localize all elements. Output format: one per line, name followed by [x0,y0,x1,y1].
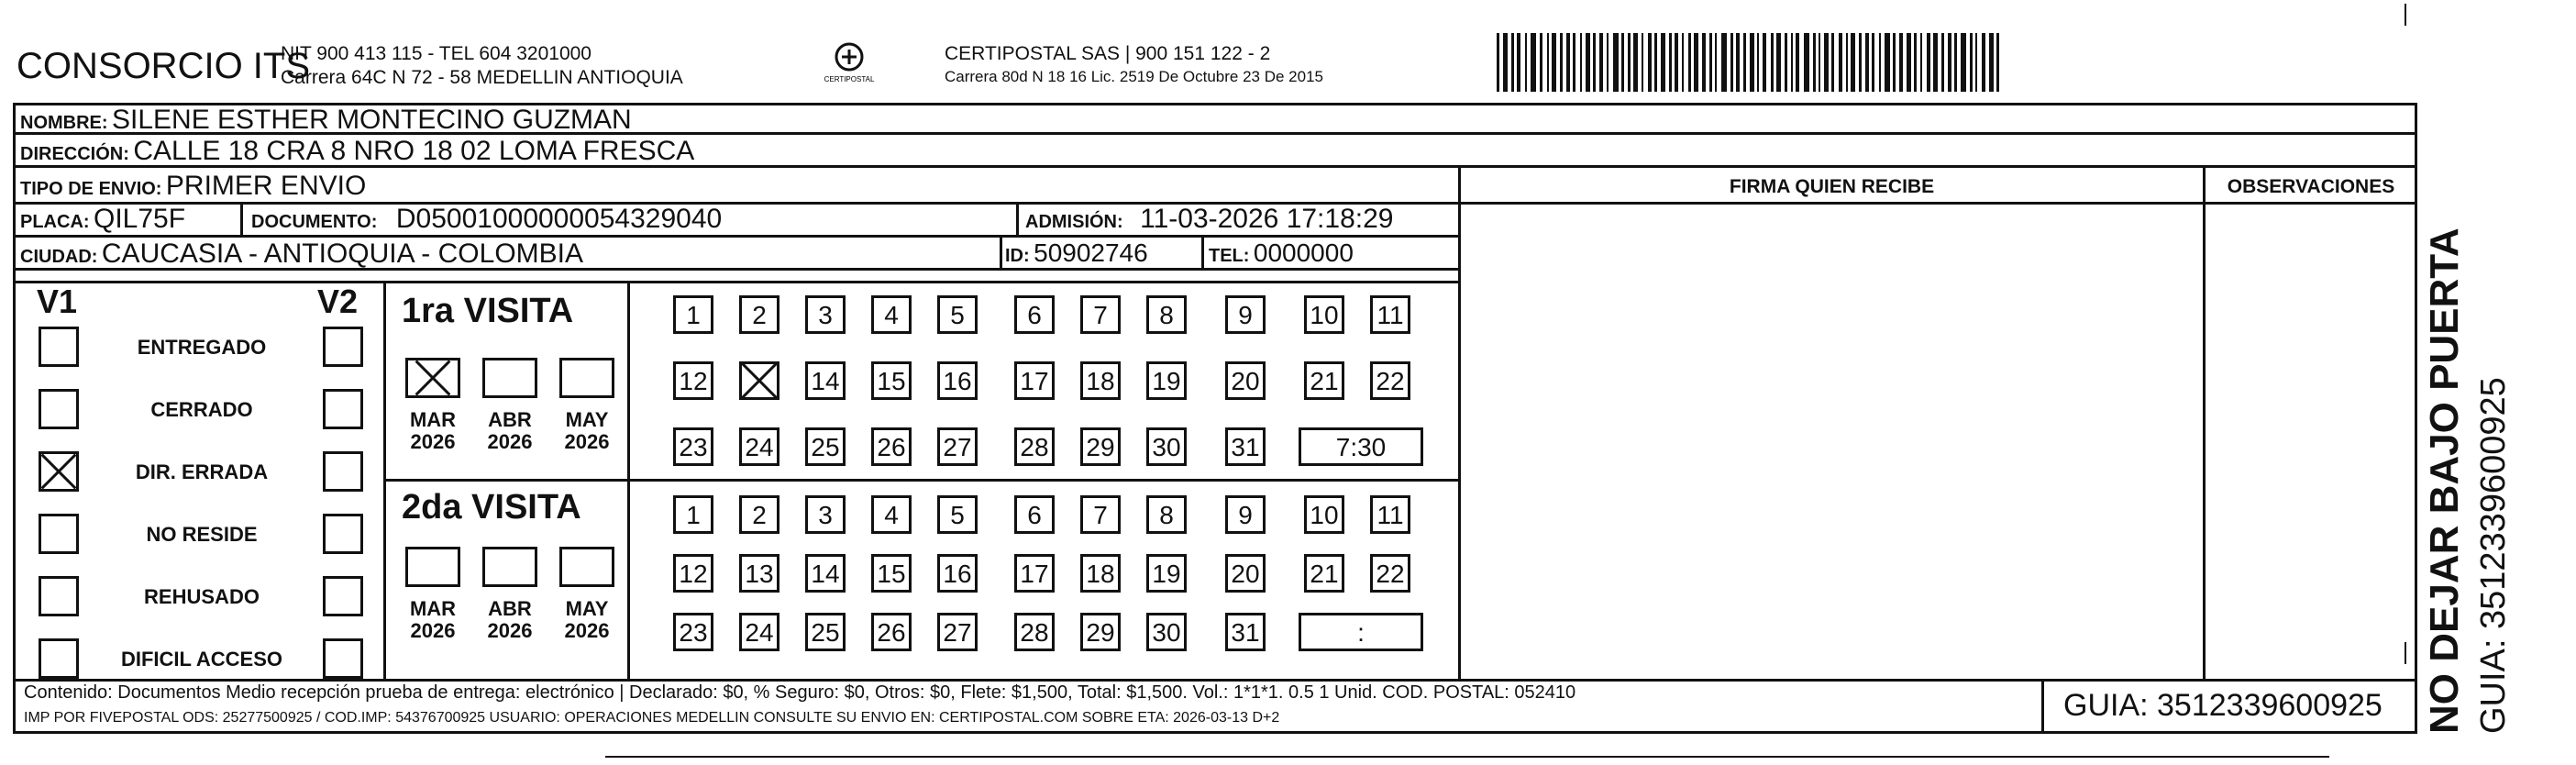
barcode-bar [1675,33,1678,92]
barcode-bar [1804,33,1809,92]
status-label: DIFICIL ACCESO [120,648,282,671]
barcode-bar [1642,33,1643,92]
v1-header: V1 [37,283,78,320]
barcode-bar [1961,33,1966,92]
id-value: 50902746 [1034,238,1148,267]
barcode-bar [1702,33,1706,92]
day-checkbox[interactable] [739,361,779,400]
logo-icon [816,39,882,92]
month-checkbox[interactable] [559,547,614,587]
barcode-bar [1654,33,1657,92]
barcode-bar [1996,33,1999,92]
day-checkbox[interactable]: 29 [1080,427,1121,466]
v1-checkbox[interactable] [39,514,79,554]
barcode-bar [1989,33,1994,92]
barcode-bar [1819,33,1820,92]
v1-checkbox[interactable] [39,576,79,616]
no-dejar-bajo-puerta: NO DEJAR BAJO PUERTA [2422,227,2467,734]
month-checkbox[interactable] [405,547,460,587]
barcode-bar [1831,33,1834,92]
admision-label: ADMISIÓN: [1025,212,1123,232]
day-checkbox[interactable]: 16 [937,361,978,400]
day-checkbox[interactable]: 6 [1014,495,1055,534]
barcode-bar [1851,33,1855,92]
day-checkbox[interactable]: 15 [871,554,912,593]
barcode-bar [1566,33,1570,92]
day-checkbox[interactable]: 19 [1146,361,1187,400]
v2-header: V2 [317,283,359,320]
barcode-bar [1497,33,1499,92]
day-checkbox[interactable]: 31 [1225,427,1266,466]
company-address: Carrera 64C N 72 - 58 MEDELLIN ANTIOQUIA [281,67,683,88]
day-checkbox[interactable]: 21 [1304,554,1344,593]
placa-value: QIL75F [94,204,186,234]
barcode-bar [1941,33,1944,92]
month-name: ABR [488,597,532,620]
barcode-bar [1970,33,1973,92]
day-checkbox[interactable]: 18 [1080,361,1121,400]
status-label: DIR. ERRADA [135,460,269,483]
company-nit: NIT 900 413 115 - TEL 604 3201000 [281,43,591,64]
barcode-bar [1599,33,1603,92]
barcode-bar [1846,33,1848,92]
nombre-label: NOMBRE: [20,113,108,133]
barcode-bar [1715,33,1717,92]
month-checkbox[interactable] [559,358,614,398]
month-name: ABR [488,408,532,431]
barcode-bar [1763,33,1766,92]
status-label: CERRADO [150,398,253,421]
barcode-bar [1757,33,1759,92]
company-name: CONSORCIO ITS [17,46,311,86]
barcode-bar [1694,33,1698,92]
day-checkbox[interactable]: 11 [1370,495,1410,534]
day-checkbox[interactable]: 25 [805,427,846,466]
placa-row [20,204,185,235]
footer-guia: GUIA: 3512339600925 [2063,688,2383,723]
barcode-bar [1721,33,1727,92]
barcode-bar [1750,33,1754,92]
barcode-bar [1982,33,1985,92]
v1-checkbox[interactable] [39,638,79,679]
barcode-bar [1743,33,1746,92]
day-checkbox[interactable]: 18 [1080,554,1121,593]
barcode-bar [1621,33,1624,92]
month-year: 2026 [487,619,533,642]
barcode-bar [1824,33,1829,92]
direccion-value: CALLE 18 CRA 8 NRO 18 02 LOMA FRESCA [133,136,695,166]
barcode-bar [1885,33,1890,92]
tipo-row [20,171,366,202]
month-label [555,409,619,453]
day-checkbox[interactable]: 3 [805,295,846,334]
nombre-value: SILENE ESTHER MONTECINO GUZMAN [112,105,632,135]
barcode-bar [1586,33,1590,92]
day-checkbox[interactable]: 7 [1080,495,1121,534]
day-checkbox[interactable]: 22 [1370,554,1410,593]
day-checkbox[interactable]: 29 [1080,613,1121,651]
admision-row [1025,204,1393,235]
month-year: 2026 [410,619,456,642]
documento-value: D05001000000054329040 [395,204,723,234]
month-year: 2026 [564,430,610,453]
barcode-bar [1560,33,1563,92]
day-checkbox[interactable]: 10 [1304,495,1344,534]
day-checkbox[interactable]: 7 [1080,295,1121,334]
tel-row [1209,238,1354,268]
month-label [478,598,542,642]
barcode-bar [1628,33,1631,92]
v1-checkbox[interactable] [39,327,79,367]
day-checkbox[interactable]: 8 [1146,295,1187,334]
day-checkbox[interactable]: 9 [1225,495,1266,534]
firma-header: FIRMA QUIEN RECIBE [1729,176,1935,197]
barcode-bar [1954,33,1957,92]
day-checkbox[interactable]: 12 [673,554,713,593]
tel-label: TEL: [1209,246,1250,266]
month-year: 2026 [487,430,533,453]
month-name: MAR [409,408,457,431]
barcode-bar [1552,33,1556,92]
day-checkbox[interactable]: 8 [1146,495,1187,534]
barcode-bar [1531,33,1536,92]
certipostal-address: Carrera 80d N 18 16 Lic. 2519 De Octubre 23 De 2015 [945,68,1323,85]
barcode-bar [1975,33,1977,92]
barcode-bar [1648,33,1652,92]
month-label [478,409,542,453]
day-checkbox[interactable]: 2 [739,295,779,334]
barcode-bar [1927,33,1930,92]
placa-label: PLACA: [20,212,90,232]
direccion-label: DIRECCIÓN: [20,144,129,164]
footer-content-line: Contenido: Documentos Medio recepción prueba de entrega: electrónico | Declarado: $0, % Seguro: $0, Otros: $0, Flete: $1,500, Total: $1,500. Vol.: 1*1*1. 0.5 1 Unid. COD. POSTAL: 052410 [24,682,1576,703]
barcode-bar [1899,33,1903,92]
status-label: REHUSADO [144,585,260,608]
barcode-bar [1613,33,1619,92]
second-visit-title: 2da VISITA [402,488,581,527]
day-checkbox[interactable]: 24 [739,613,779,651]
barcode-bar [1661,33,1665,92]
certipostal-logo [816,39,882,92]
barcode-bar [1573,33,1575,92]
ciudad-label: CIUDAD: [20,247,98,267]
day-checkbox[interactable]: 16 [937,554,978,593]
barcode-bar [1796,33,1799,92]
ciudad-value: CAUCASIA - ANTIOQUIA - COLOMBIA [101,238,583,269]
month-label [555,598,619,642]
day-checkbox[interactable]: 23 [673,427,713,466]
barcode-bar [1914,33,1917,92]
barcode-bar [1547,33,1549,92]
day-checkbox[interactable]: 3 [805,495,846,534]
tipo-label: TIPO DE ENVIO: [20,179,162,199]
day-checkbox[interactable]: 24 [739,427,779,466]
barcode-bar [1607,33,1609,92]
barcode-bar [1709,33,1712,92]
day-checkbox[interactable]: 5 [937,495,978,534]
barcode-bar [1511,33,1514,92]
v2-checkbox[interactable] [323,389,363,429]
barcode-bar [1839,33,1842,92]
day-checkbox[interactable]: 9 [1225,295,1266,334]
barcode-bar [1669,33,1672,92]
observaciones-header: OBSERVACIONES [2227,176,2395,197]
day-checkbox[interactable]: 14 [805,361,846,400]
direccion-row [20,136,694,167]
day-checkbox[interactable]: 19 [1146,554,1187,593]
id-row [1005,238,1148,268]
logo-text: CERTIPOSTAL [824,75,875,83]
v2-checkbox[interactable] [323,451,363,492]
barcode-bar [1525,33,1527,92]
day-checkbox[interactable]: 10 [1304,295,1344,334]
month-year: 2026 [410,430,456,453]
month-name: MAY [565,597,609,620]
barcode-bar [1503,33,1508,92]
documento-row [251,204,722,235]
footer-print-line: IMP POR FIVEPOSTAL ODS: 25277500925 / COD.IMP: 54376700925 USUARIO: OPERACIONES MEDELLIN CONSULTE SU ENVIO EN: CERTIPOSTAL.COM SOBRE ETA: 2026-03-13 D+2 [24,710,1280,726]
barcode-bar [1776,33,1781,92]
barcode-bar [1736,33,1740,92]
nombre-row [20,105,632,136]
v2-checkbox[interactable] [323,576,363,616]
day-checkbox[interactable]: 13 [739,554,779,593]
day-checkbox[interactable]: 30 [1146,427,1187,466]
day-checkbox[interactable]: 30 [1146,613,1187,651]
barcode-bar [1948,33,1951,92]
barcode-bar [1771,33,1774,92]
day-checkbox[interactable]: 1 [673,295,713,334]
hour-field[interactable]: 7:30 [1299,427,1423,466]
barcode-bar [1633,33,1638,92]
tel-value: 0000000 [1253,238,1354,267]
hour-field[interactable]: : [1299,613,1423,651]
ciudad-row [20,238,583,270]
day-checkbox[interactable]: 20 [1225,554,1266,593]
barcode-bar [1879,33,1881,92]
barcode-bar [1517,33,1520,92]
day-checkbox[interactable]: 5 [937,295,978,334]
day-checkbox[interactable]: 4 [871,295,912,334]
barcode-bar [1730,33,1733,92]
month-name: MAY [565,408,609,431]
day-checkbox[interactable]: 26 [871,427,912,466]
barcode-bar [1859,33,1862,92]
barcode-bar [1933,33,1938,92]
status-label: ENTREGADO [137,336,267,359]
barcode-bar [1688,33,1691,92]
month-name: MAR [409,597,457,620]
day-checkbox[interactable]: 14 [805,554,846,593]
barcode-bar [1682,33,1684,92]
day-checkbox[interactable]: 11 [1370,295,1410,334]
day-checkbox[interactable]: 23 [673,613,713,651]
v1-checkbox[interactable] [39,451,79,492]
side-guia: GUIA: 3512339600925 [2474,377,2513,734]
certipostal-line: CERTIPOSTAL SAS | 900 151 122 - 2 [945,43,1271,64]
v2-checkbox[interactable] [323,514,363,554]
barcode-bar [1813,33,1816,92]
day-checkbox[interactable]: 22 [1370,361,1410,400]
day-checkbox[interactable]: 12 [673,361,713,400]
month-checkbox[interactable] [482,547,537,587]
id-label: ID: [1005,246,1030,266]
barcode-bar [1785,33,1787,92]
barcode-bar [1791,33,1793,92]
day-checkbox[interactable]: 20 [1225,361,1266,400]
day-checkbox[interactable]: 25 [805,613,846,651]
barcode-bar [1872,33,1874,92]
v2-checkbox[interactable] [323,638,363,679]
month-checkbox[interactable] [482,358,537,398]
barcode-bar [1580,33,1582,92]
admision-value: 11-03-2026 17:18:29 [1140,204,1394,234]
v1-checkbox[interactable] [39,389,79,429]
month-year: 2026 [564,619,610,642]
first-visit-title: 1ra VISITA [402,292,574,330]
day-checkbox[interactable]: 17 [1014,361,1055,400]
day-checkbox[interactable]: 31 [1225,613,1266,651]
month-label [401,598,465,642]
barcode-bar [1540,33,1542,92]
day-checkbox[interactable]: 1 [673,495,713,534]
barcode-bar [1907,33,1911,92]
status-label: NO RESIDE [146,523,258,546]
day-checkbox[interactable]: 15 [871,361,912,400]
day-checkbox[interactable]: 28 [1014,427,1055,466]
v2-checkbox[interactable] [323,327,363,367]
day-checkbox[interactable]: 21 [1304,361,1344,400]
day-checkbox[interactable]: 28 [1014,613,1055,651]
month-label [401,409,465,453]
barcode-bar [1893,33,1896,92]
day-checkbox[interactable]: 17 [1014,554,1055,593]
day-checkbox[interactable]: 27 [937,613,978,651]
tipo-value: PRIMER ENVIO [165,171,367,201]
barcode-bar [1865,33,1869,92]
day-checkbox[interactable]: 27 [937,427,978,466]
day-checkbox[interactable]: 26 [871,613,912,651]
barcode-bar [1920,33,1922,92]
day-checkbox[interactable]: 4 [871,495,912,534]
barcode [1497,33,2227,92]
barcode-bar [1593,33,1596,92]
month-checkbox[interactable] [405,358,460,398]
day-checkbox[interactable]: 6 [1014,295,1055,334]
day-checkbox[interactable]: 2 [739,495,779,534]
documento-label: DOCUMENTO: [251,212,378,232]
